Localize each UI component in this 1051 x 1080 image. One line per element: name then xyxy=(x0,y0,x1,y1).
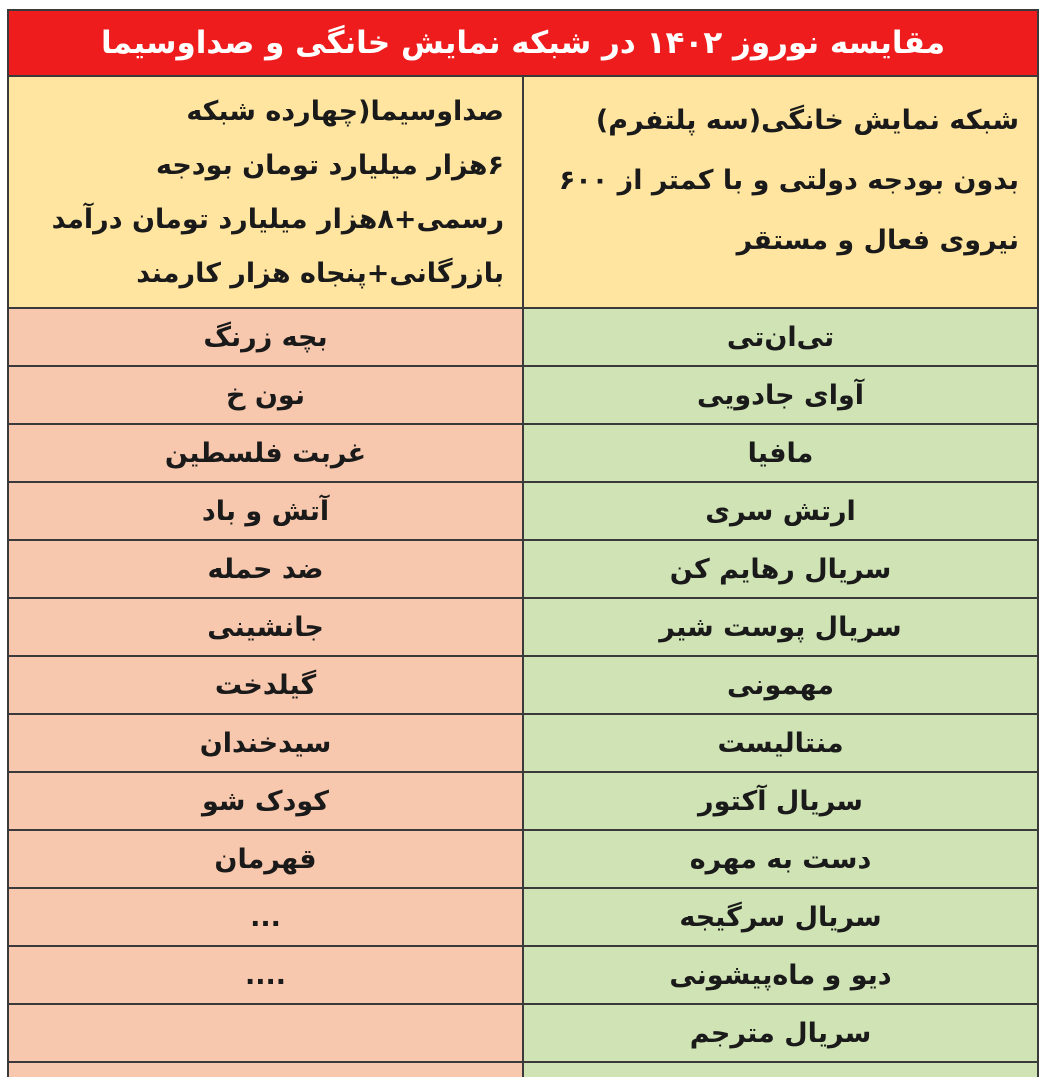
table-row xyxy=(7,541,1039,599)
home-network-item: تی‌ان‌تی xyxy=(523,309,1039,367)
table-row xyxy=(7,599,1039,657)
irib-item xyxy=(7,1005,523,1063)
irib-header-line: رسمی+۸هزار میلیارد تومان درآمد xyxy=(51,204,504,235)
home-network-item: مافیا xyxy=(523,425,1039,483)
table-row xyxy=(7,947,1039,1005)
irib-item: کودک شو xyxy=(7,773,523,831)
table-row-partial xyxy=(7,1063,1039,1077)
irib-item: آتش و باد xyxy=(7,483,523,541)
home-network-item: سریال آکتور xyxy=(523,773,1039,831)
home-network-item: سریال مترجم xyxy=(523,1005,1039,1063)
irib-item: قهرمان xyxy=(7,831,523,889)
home-network-item-partial xyxy=(523,1063,1039,1077)
table-row xyxy=(7,715,1039,773)
table-row xyxy=(7,367,1039,425)
home-network-item: سریال رهایم کن xyxy=(523,541,1039,599)
header-row xyxy=(7,77,1039,309)
home-network-item: دیو و ماه‌پیشونی xyxy=(523,947,1039,1005)
irib-item: ضد حمله xyxy=(7,541,523,599)
home-network-item: دست به مهره xyxy=(523,831,1039,889)
irib-item: گیلدخت xyxy=(7,657,523,715)
table-row xyxy=(7,483,1039,541)
home-header-line: شبکه نمایش خانگی(سه پلتفرم) xyxy=(595,105,1019,136)
table-body xyxy=(7,309,1039,1077)
home-header-line: نیروی فعال و مستقر xyxy=(736,225,1019,256)
irib-item: نون خ xyxy=(7,367,523,425)
irib-header-line: بازرگانی+پنجاه هزار کارمند xyxy=(136,258,504,289)
table-row xyxy=(7,889,1039,947)
irib-item: سیدخندان xyxy=(7,715,523,773)
home-network-item: آوای جادویی xyxy=(523,367,1039,425)
table-row xyxy=(7,1005,1039,1063)
irib-item: ... xyxy=(7,889,523,947)
home-network-item: مهمونی xyxy=(523,657,1039,715)
table-row xyxy=(7,657,1039,715)
table-title: مقایسه نوروز ۱۴۰۲ در شبکه نمایش خانگی و صداوسیما xyxy=(7,9,1039,77)
table-row xyxy=(7,831,1039,889)
irib-header-line: صداوسیما(چهارده شبکه xyxy=(186,96,504,127)
irib-header xyxy=(7,77,523,309)
home-network-item: منتالیست xyxy=(523,715,1039,773)
home-network-item: سریال پوست شیر xyxy=(523,599,1039,657)
irib-item: .... xyxy=(7,947,523,1005)
irib-header-line: ۶هزار میلیارد تومان بودجه xyxy=(155,150,504,181)
table-row xyxy=(7,773,1039,831)
table-row xyxy=(7,425,1039,483)
home-network-header xyxy=(523,77,1039,309)
irib-item: جانشینی xyxy=(7,599,523,657)
home-network-item: سریال سرگیجه xyxy=(523,889,1039,947)
irib-item-partial xyxy=(7,1063,523,1077)
home-network-item: ارتش سری xyxy=(523,483,1039,541)
comparison-table xyxy=(7,9,1039,1080)
table-row xyxy=(7,309,1039,367)
irib-item: بچه زرنگ xyxy=(7,309,523,367)
irib-item: غربت فلسطین xyxy=(7,425,523,483)
home-header-line: بدون بودجه دولتی و با کمتر از ۶۰۰ xyxy=(558,165,1019,196)
